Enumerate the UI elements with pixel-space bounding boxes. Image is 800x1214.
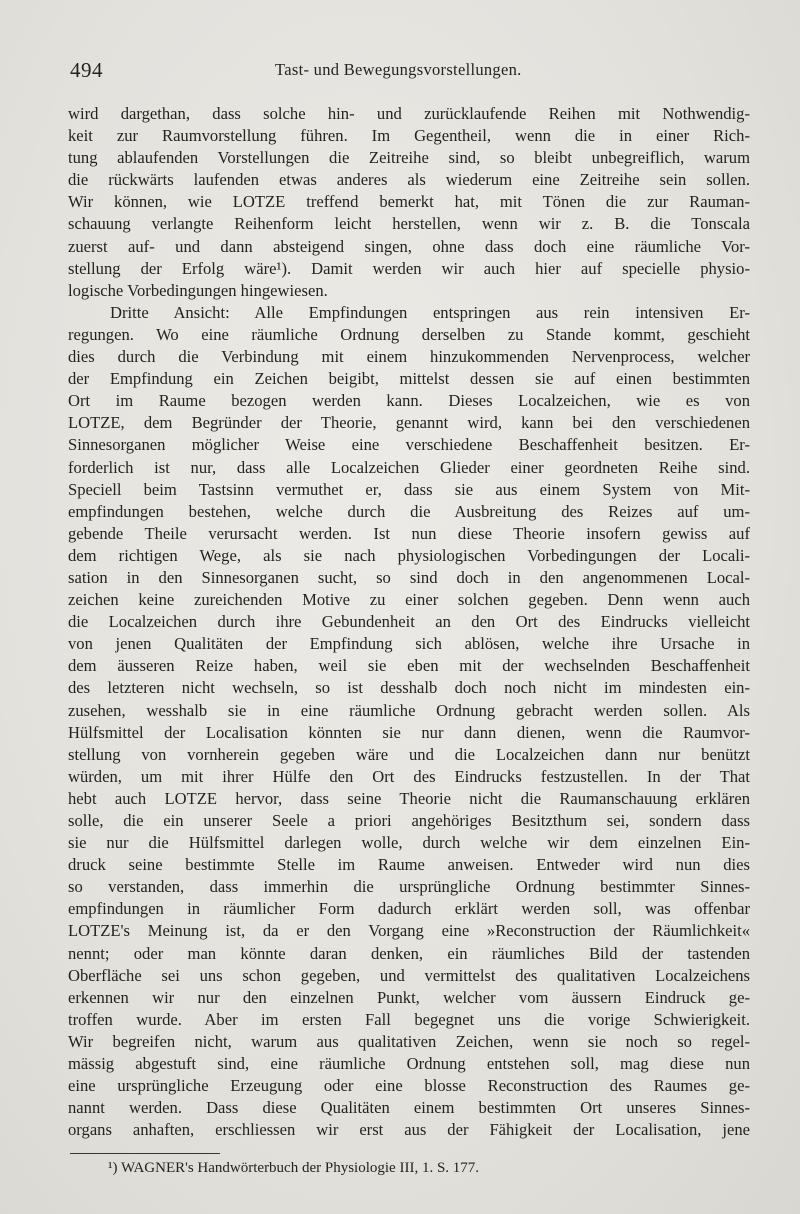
text-line: sation in den Sinnesorganen sucht, so sind doch in den angenommenen Local- xyxy=(68,567,750,587)
text-line: Dritte Ansicht: Alle Empfindungen entspringen aus rein intensiven Er- xyxy=(110,302,750,322)
text-line: solle, die ein unserer Seele a priori angehöriges Besitzthum sei, sondern dass xyxy=(68,811,750,830)
page-number: 494 xyxy=(70,58,103,82)
text-line: regungen. Wo eine räumliche Ordnung derselben zu Stande kommt, geschieht xyxy=(68,324,750,344)
text-line: würden, um mit ihrer Hülfe den Ort des Eindrucks festzustellen. In der That xyxy=(68,766,750,786)
text-line: dem äusseren Reize haben, weil sie eben mit der wechselnden Beschaffenheit xyxy=(68,656,750,676)
text-line: keit zur Raumvorstellung führen. Im Gegentheil, wenn die in einer Rich- xyxy=(68,126,750,146)
text-line: erkennen wir nur den einzelnen Punkt, welcher vom äussern Eindruck ge- xyxy=(68,987,750,1007)
text-line: druck seine bestimmte Stelle im Raume anweisen. Entweder wird nun dies xyxy=(68,855,750,875)
text-line: Hülfsmittel der Localisation könnten sie nur dann dienen, wenn die Raumvor- xyxy=(68,722,750,742)
text-line: Ort im Raume bezogen werden kann. Dieses Localzeichen, wie es von xyxy=(68,391,750,411)
text-line: stellung der Erfolg wäre¹). Damit werden wir auch hier auf specielle physio- xyxy=(68,258,750,278)
text-line: hebt auch LOTZE hervor, dass seine Theorie nicht die Raumanschauung erklären xyxy=(68,788,750,808)
text-line: eine ursprüngliche Erzeugung oder eine blosse Reconstruction des Raumes ge- xyxy=(68,1076,750,1096)
text-line: von jenen Qualitäten der Empfindung sich ablösen, welche ihre Ursache in xyxy=(68,634,750,654)
body-text xyxy=(68,103,750,1141)
text-line: des letzteren nicht wechseln, so ist desshalb doch noch nicht im mindesten ein- xyxy=(68,678,750,698)
text-line: nennt; oder man könnte daran denken, ein räumliches Bild der tastenden xyxy=(68,943,750,963)
text-line: organs anhaften, erschliessen wir erst aus der Fähigkeit der Localisation, jene xyxy=(68,1120,750,1140)
text-line: dem richtigen Wege, als sie nach physiologischen Vorbedingungen der Locali- xyxy=(68,545,750,565)
text-line: mässig abgestuft sind, eine räumliche Ordnung entstehen soll, mag diese nun xyxy=(68,1054,750,1074)
text-line: zuerst auf- und dann absteigend singen, ohne dass doch eine räumliche Vor- xyxy=(68,236,750,256)
text-line: stellung von vornherein gegeben wäre und die Localzeichen dann nur benützt xyxy=(68,744,750,764)
text-line: zusehen, wesshalb sie in eine räumliche Ordnung gebracht werden sollen. Als xyxy=(68,700,750,720)
text-line: die rückwärts laufenden etwas anderes als wiederum eine Zeitreihe sein sollen. xyxy=(68,170,750,190)
text-line: Wir begreifen nicht, warum aus qualitativen Zeichen, wenn sie noch so regel- xyxy=(68,1031,750,1051)
text-line: sie nur die Hülfsmittel darlegen wolle, durch welche wir dem einzelnen Ein- xyxy=(68,833,750,853)
text-line: zeichen keine zureichenden Motive zu einer solchen gegeben. Denn wenn auch xyxy=(68,590,750,610)
text-line: empfindungen bestehen, welche durch die Ausbreitung des Reizes auf um- xyxy=(68,501,750,521)
text-line: dies durch die Verbindung mit einem hinzukommenden Nervenprocess, welcher xyxy=(68,347,750,367)
text-line: Speciell beim Tastsinn vermuthet er, dass sie aus einem System von Mit- xyxy=(68,479,750,499)
text-line: Wir können, wie LOTZE treffend bemerkt hat, mit Tönen die zur Rauman- xyxy=(68,192,750,212)
footnote-rule xyxy=(70,1153,220,1154)
text-line: gebende Theile verursacht werden. Ist nun diese Theorie insofern gewiss auf xyxy=(68,523,750,543)
text-line: Oberfläche sei uns schon gegeben, und vermittelst des qualitativen Localzeichens xyxy=(68,965,750,985)
page-header xyxy=(70,56,750,88)
text-line: wird dargethan, dass solche hin- und zurücklaufende Reihen mit Nothwendig- xyxy=(68,104,750,123)
text-line: tung ablaufenden Vorstellungen die Zeitreihe sind, so bleibt unbegreiflich, warum xyxy=(68,148,750,168)
text-line: LOTZE, dem Begründer der Theorie, genannt wird, kann bei den verschiedenen xyxy=(68,413,750,433)
text-line: der Empfindung ein Zeichen beigibt, mittelst dessen sie auf einen bestimmten xyxy=(68,369,750,389)
text-line: Sinnesorganen möglicher Weise eine verschiedene Beschaffenheit besitzen. Er- xyxy=(68,435,750,455)
text-line: logische Vorbedingungen hingewiesen. xyxy=(68,280,328,300)
text-line: forderlich ist nur, dass alle Localzeichen Glieder einer geordneten Reihe sind. xyxy=(68,457,750,477)
footnote: ¹) WAGNER's Handwörterbuch der Physiologie III, 1. S. 177. xyxy=(108,1160,480,1176)
text-line: so verstanden, dass immerhin die ursprüngliche Ordnung bestimmter Sinnes- xyxy=(68,877,750,897)
text-line: die Localzeichen durch ihre Gebundenheit an den Ort des Eindrucks vielleicht xyxy=(68,612,750,632)
running-head: Tast- und Bewegungsvorstellungen. xyxy=(275,60,522,79)
text-line: troffen wurde. Aber im ersten Fall begegnet uns die vorige Schwierigkeit. xyxy=(68,1009,750,1029)
text-line: schauung verlangte Reihenform leicht herstellen, wenn wir z. B. die Tonscala xyxy=(68,214,750,234)
text-line: LOTZE's Meinung ist, da er den Vorgang eine »Reconstruction der Räumlichkeit« xyxy=(68,921,750,941)
text-line: empfindungen in räumlicher Form dadurch erklärt werden soll, was offenbar xyxy=(68,899,750,919)
text-line: nannt werden. Dass diese Qualitäten einem bestimmten Ort unseres Sinnes- xyxy=(68,1098,750,1118)
